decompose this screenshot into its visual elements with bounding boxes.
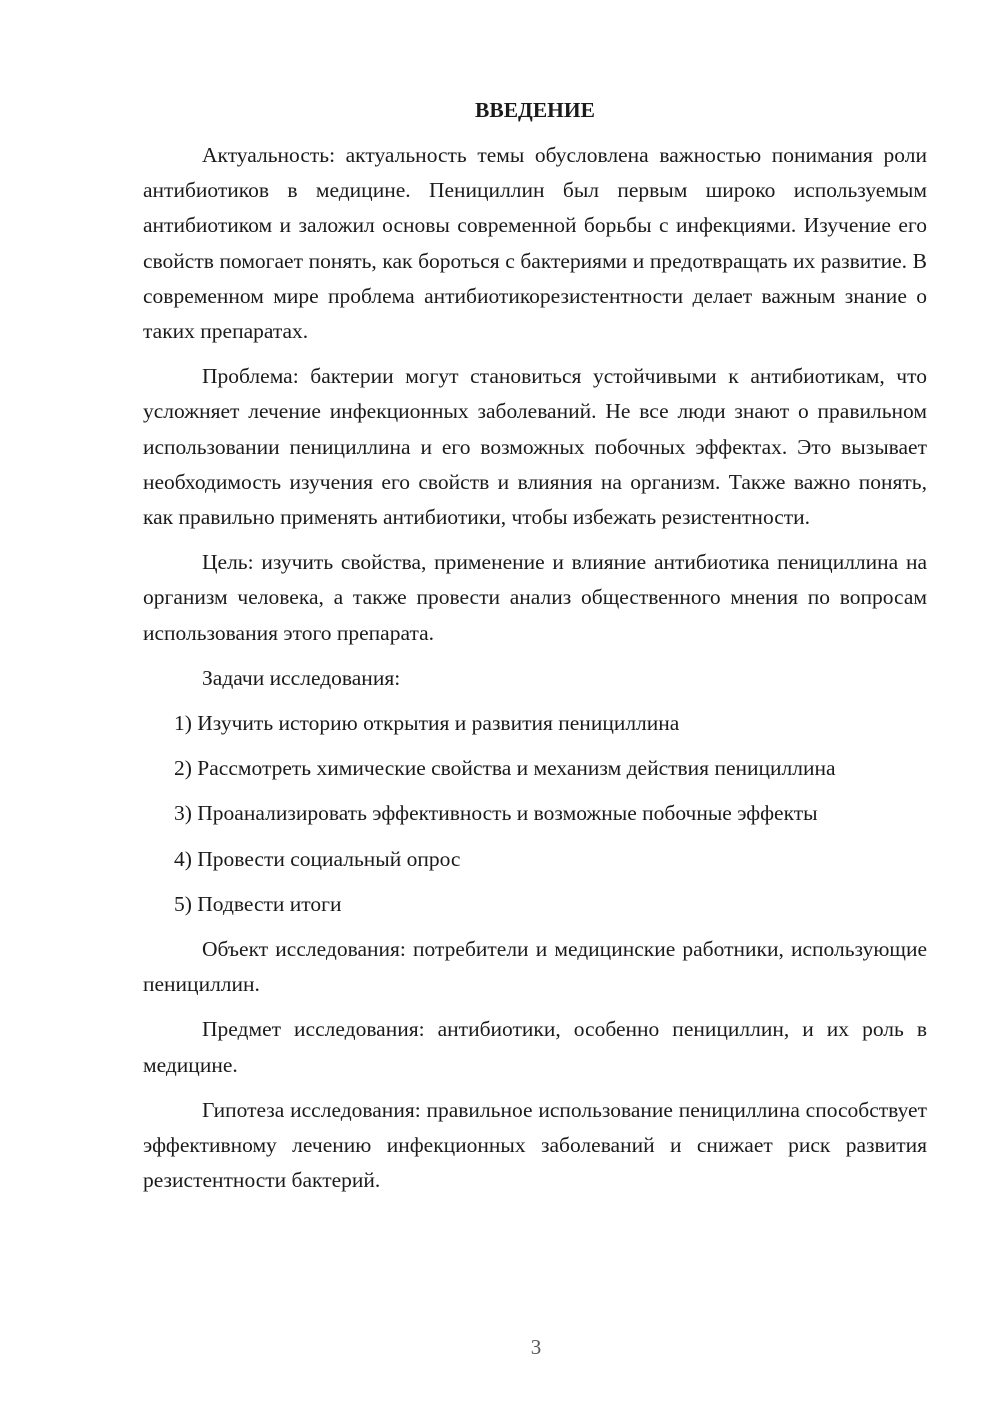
task-item: 2) Рассмотреть химические свойства и механизм действия пенициллина	[174, 756, 836, 781]
hypothesis-paragraph: Гипотеза исследования: правильное использование пенициллина способствует эффективному лечению инфекционных заболеваний и снижает риск развития резистентности бактерий.	[143, 1097, 927, 1193]
object-paragraph: Объект исследования: потребители и медицинские работники, использующие пенициллин.	[143, 937, 927, 997]
subject-paragraph: Предмет исследования: антибиотики, особенно пенициллин, и их роль в медицине.	[143, 1017, 927, 1077]
problem-paragraph: Проблема: бактерии могут становиться устойчивыми к антибиотикам, что усложняет лечение инфекционных заболеваний. Не все люди знают о правильном использовании пенициллина и его возможных побочных эффектах. Это вызывает необходимость изучения его свойств и влияния на организм. Также важно понять, как правильно применять антибиотики, чтобы избежать резистентности.	[143, 364, 927, 530]
relevance-paragraph: Актуальность: актуальность темы обусловлена важностью понимания роли антибиотиков в медицине. Пенициллин был первым широко используемым антибиотиком и заложил основы современной борьбы с инфекциями. Изучение его свойств помогает понять, как бороться с бактериями и предотвращать их развитие. В современном мире проблема антибиотикорезистентности делает важным знание о таких препаратах.	[143, 143, 927, 344]
task-item: 5) Подвести итоги	[174, 891, 342, 916]
task-item: 1) Изучить историю открытия и развития пенициллина	[174, 711, 680, 736]
page-content	[143, 93, 927, 1208]
goal-paragraph: Цель: изучить свойства, применение и влияние антибиотика пенициллина на организм человека, а также провести анализ общественного мнения по вопросам использования этого препарата.	[143, 550, 927, 645]
section-title: ВВЕДЕНИЕ	[475, 98, 595, 122]
page-number: 3	[530, 1335, 542, 1359]
task-item: 3) Проанализировать эффективность и возможные побочные эффекты	[174, 801, 818, 826]
tasks-label: Задачи исследования:	[202, 665, 401, 690]
tasks-list	[143, 706, 927, 922]
task-item: 4) Провести социальный опрос	[174, 846, 461, 871]
